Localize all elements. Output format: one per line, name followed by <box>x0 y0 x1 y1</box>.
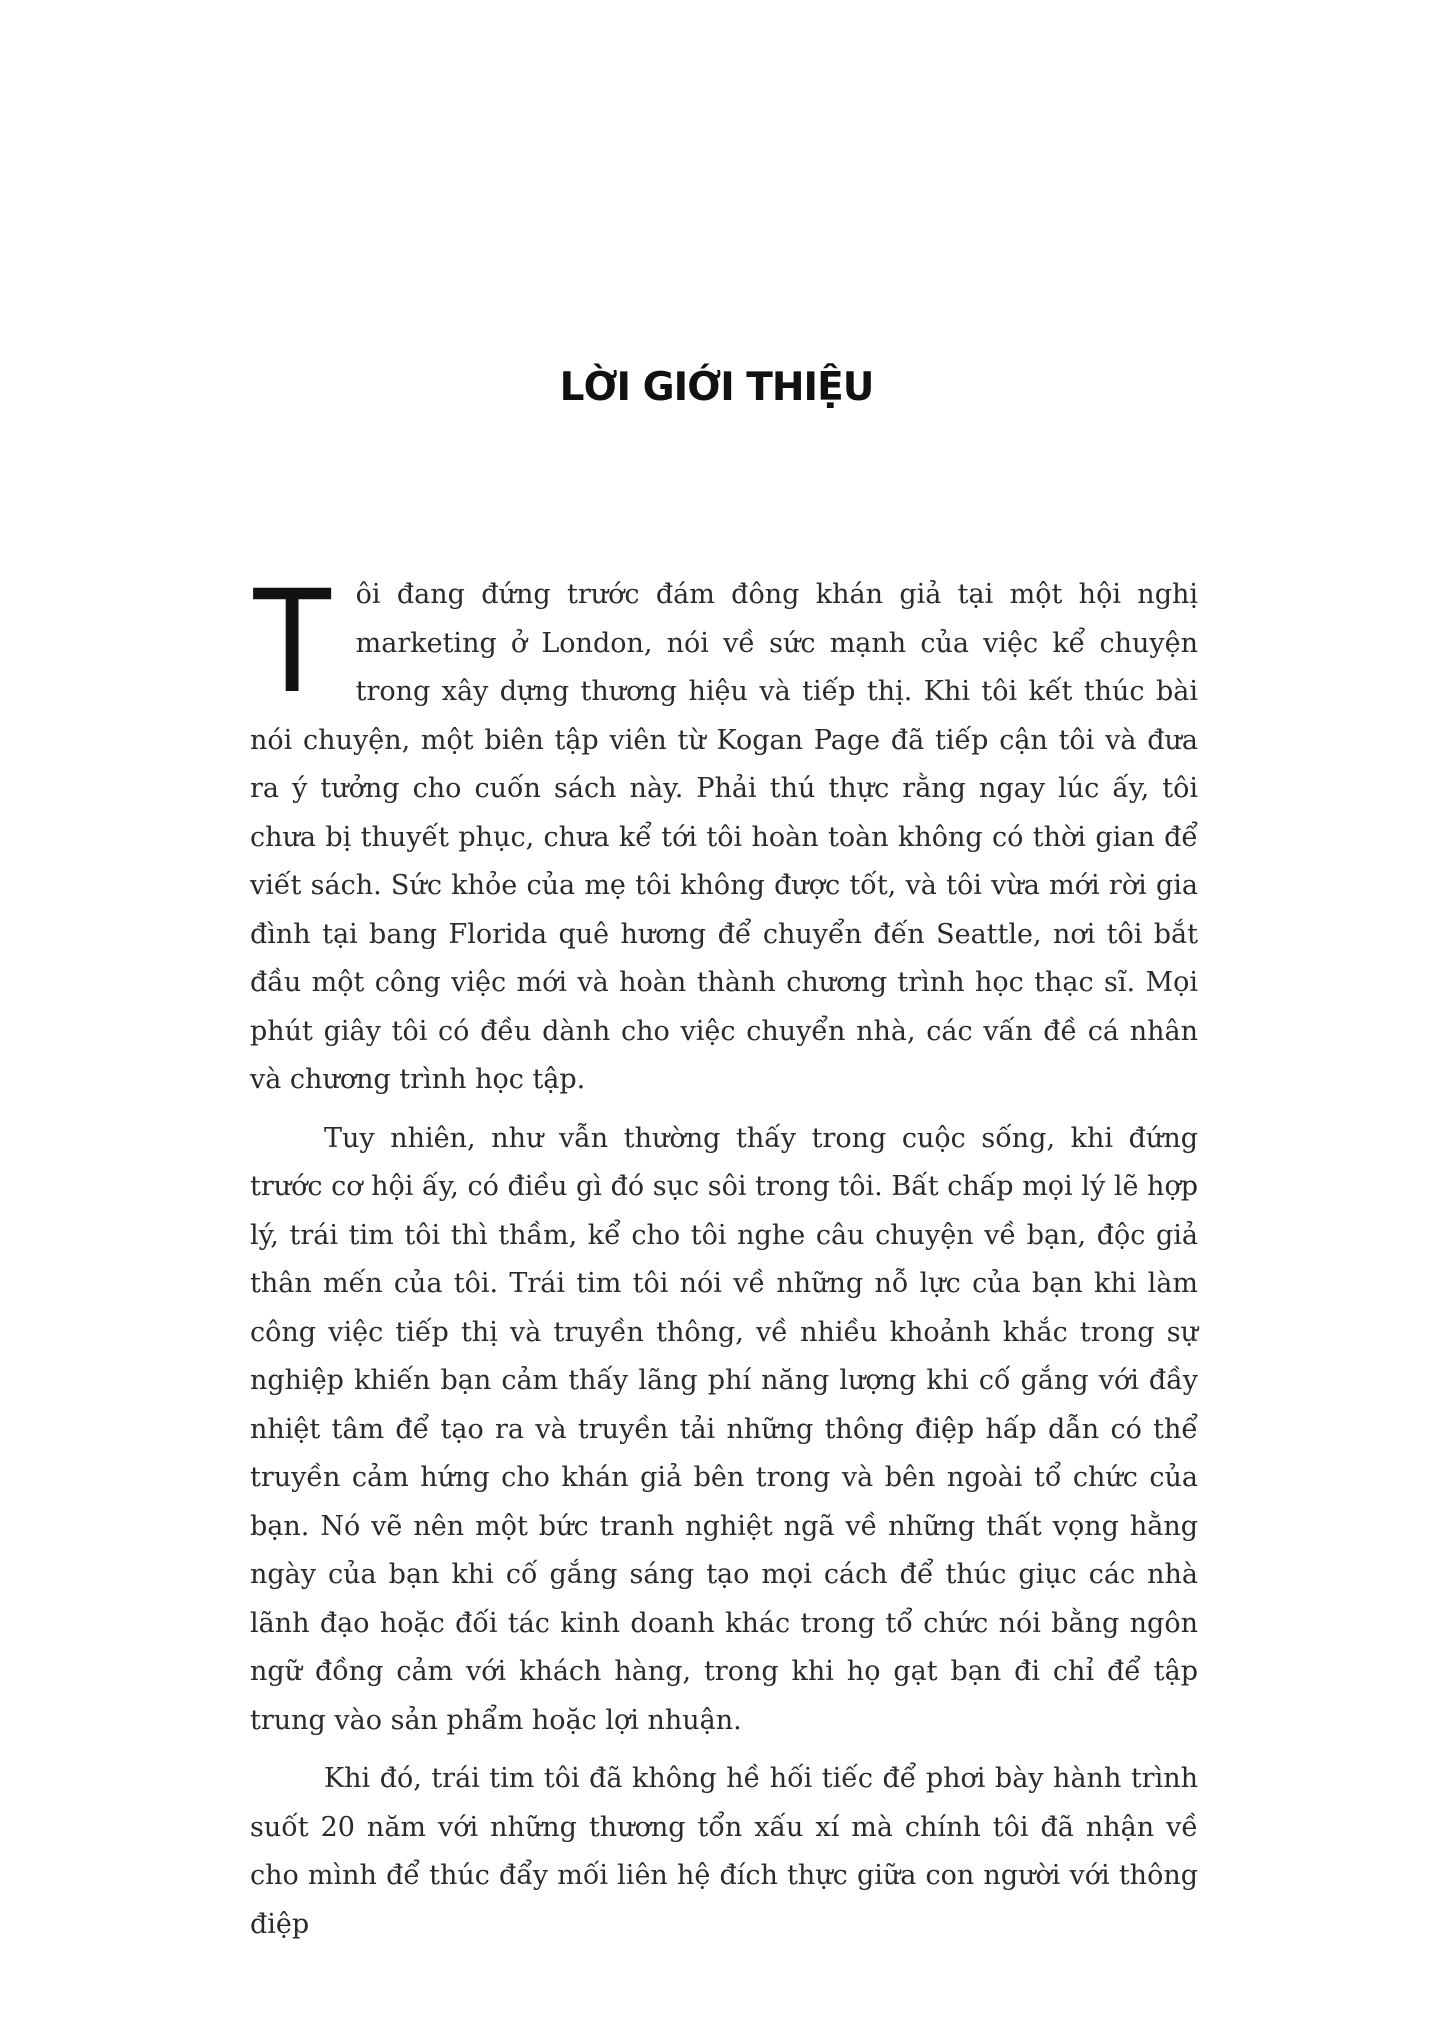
paragraph-3: Khi đó, trái tim tôi đã không hề hối tiếc để phơi bày hành trình suốt 20 năm với những thương tổn xấu xí mà chính tôi đã nhận về cho mình để thúc đẩy mối liên hệ đích thực giữa con người với thông điệp <box>250 1763 1198 1940</box>
paragraph-1-text: ôi đang đứng trước đám đông khán giả tại một hội nghị marketing ở London, nói về sức mạnh của việc kể chuyện trong xây dựng thương hiệu và tiếp thị. Khi tôi kết thúc bài nói chuyện, một biên tập viên từ Kogan Page đã tiếp cận tôi và đưa ra ý tưởng cho cuốn sách này. Phải thú thực rằng ngay lúc ấy, tôi chưa bị thuyết phục, chưa kể tới tôi hoàn toàn không có thời gian để viết sách. Sức khỏe của mẹ tôi không được tốt, và tôi vừa mới rời gia đình tại bang Florida quê hương để chuyển đến Seattle, nơi tôi bắt đầu một công việc mới và hoàn thành chương trình học thạc sĩ. Mọi phút giây tôi có đều dành cho việc chuyển nhà, các vấn đề cá nhân và chương trình học tập. <box>250 579 1198 1095</box>
paragraph-2: Tuy nhiên, như vẫn thường thấy trong cuộc sống, khi đứng trước cơ hội ấy, có điều gì đó sục sôi trong tôi. Bất chấp mọi lý lẽ hợp lý, trái tim tôi thì thầm, kể cho tôi nghe câu chuyện về bạn, độc giả thân mến của tôi. Trái tim tôi nói về những nỗ lực của bạn khi làm công việc tiếp thị và truyền thông, về nhiều khoảnh khắc trong sự nghiệp khiến bạn cảm thấy lãng phí năng lượng khi cố gắng với đầy nhiệt tâm để tạo ra và truyền tải những thông điệp hấp dẫn có thể truyền cảm hứng cho khán giả bên trong và bên ngoài tổ chức của bạn. Nó vẽ nên một bức tranh nghiệt ngã về những thất vọng hằng ngày của bạn khi cố gắng sáng tạo mọi cách để thúc giục các nhà lãnh đạo hoặc đối tác kinh doanh khác trong tổ chức nói bằng ngôn ngữ đồng cảm với khách hàng, trong khi họ gạt bạn đi chỉ để tập trung vào sản phẩm hoặc lợi nhuận. <box>250 1122 1198 1736</box>
paragraph-1 <box>250 555 1198 1105</box>
drop-cap: T <box>250 555 335 723</box>
chapter-body <box>250 555 1198 1959</box>
chapter-title: LỜI GIỚI THIỆU <box>559 365 874 410</box>
